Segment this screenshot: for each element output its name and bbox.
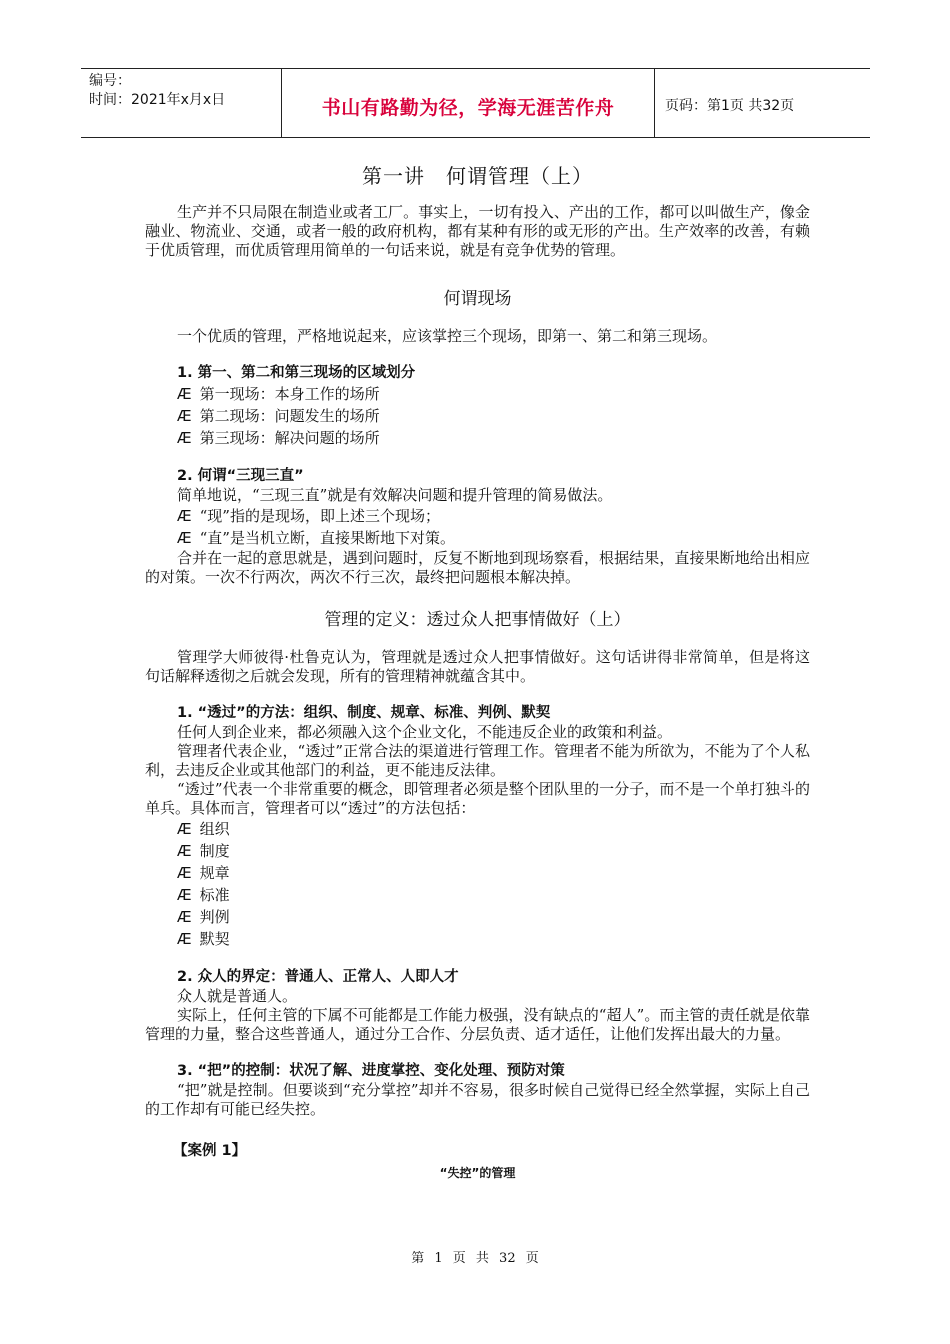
section1-h2-intro: 简单地说，“三现三直”就是有效解决问题和提升管理的简易做法。 [177,486,613,504]
section2-intro: 管理学大师彼得·杜鲁克认为，管理就是透过众人把事情做好。这句话讲得非常简单，但是将这句话解释透彻之后就会发现，所有的管理精神就蕴含其中。 [145,648,810,685]
header-page-info: 页码：第1页 共32页 [665,98,795,114]
bullet-icon: Æ [177,842,192,860]
list-item: Æ “直”是当机立断，直接果断地下对策。 [177,529,455,547]
list-item: Æ 第二现场：问题发生的场所 [177,407,380,425]
bullet-icon: Æ [177,385,192,403]
bullet-icon: Æ [177,908,192,926]
bullet-icon: Æ [177,930,192,948]
number-label: 编号： [89,73,131,89]
list-item: Æ 标准 [177,886,230,904]
section2-heading-3: 3. “把”的控制：状况了解、进度掌控、变化处理、预防对策 [177,1063,565,1079]
section2-p3: “透过”代表一个非常重要的概念，即管理者必须是整个团队里的一分子，而不是一个单打独斗的单兵。具体而言，管理者可以“透过”的方法包括： [145,780,810,817]
section2-h2-p2: 实际上，任何主管的下属不可能都是工作能力极强，没有缺点的“超人”。而主管的责任就是依靠管理的力量，整合这些普通人，通过分工合作、分层负责、适才适任，让他们发挥出最大的力量。 [145,1006,810,1043]
bullet-icon: Æ [177,429,192,447]
section1-list-2 [145,505,810,549]
section2-heading-2: 2. 众人的界定：普通人、正常人、人即人才 [177,969,459,985]
section2-p1: 任何人到企业来，都必须融入这个企业文化，不能违反企业的政策和利益。 [177,723,673,741]
section-title-definition: 管理的定义：透过众人把事情做好（上） [324,610,631,630]
list-item: Æ 第三现场：解决问题的场所 [177,429,380,447]
section2-heading-1: 1. “透过”的方法：组织、制度、规章、标准、判例、默契 [177,705,551,721]
section1-h2-paragraph: 合并在一起的意思就是，遇到问题时，反复不断地到现场察看，根据结果，直接果断地给出相应的对策。一次不行两次，两次不行三次，最终把问题根本解决掉。 [145,549,810,586]
header-motto: 书山有路勤为径，学海无涯苦作舟 [281,69,655,137]
document-header [81,68,870,138]
header-meta [81,69,281,137]
bullet-icon: Æ [177,507,192,525]
list-item: Æ 默契 [177,930,230,948]
section2-h2-p1: 众人就是普通人。 [177,987,298,1005]
intro-paragraph: 生产并不只局限在制造业或者工厂。事实上，一切有投入、产出的工作，都可以叫做生产，像金融业、物流业、交通，或者一般的政府机构，都有某种有形的或无形的产出。生产效率的改善，有赖于优质管理，而优质管理用简单的一句话来说，就是有竞争优势的管理。 [145,203,810,259]
list-item: Æ 制度 [177,842,230,860]
bullet-icon: Æ [177,886,192,904]
section2-p2: 管理者代表企业，“透过”正常合法的渠道进行管理工作。管理者不能为所欲为，不能为了个人私利，去违反企业或其他部门的利益，更不能违反法律。 [145,742,810,779]
section1-heading-2: 2. 何谓“三现三直” [177,468,304,484]
list-item: Æ 第一现场：本身工作的场所 [177,385,380,403]
list-item: Æ 判例 [177,908,230,926]
section2-method-list [145,818,810,950]
section1-list-1 [145,383,810,449]
list-item: Æ 规章 [177,864,230,882]
list-item: Æ “现”指的是现场，即上述三个现场； [177,507,440,525]
section1-heading-1: 1. 第一、第二和第三现场的区域划分 [177,365,416,381]
document-body [145,150,810,1181]
section-title-xianchang: 何谓现场 [443,289,512,309]
lecture-title: 第一讲 何谓管理（上） [362,164,593,188]
list-item: Æ 组织 [177,820,230,838]
bullet-icon: Æ [177,529,192,547]
bullet-icon: Æ [177,864,192,882]
bullet-icon: Æ [177,407,192,425]
page-footer: 第 1 页 共 32 页 [411,1251,539,1266]
case-title: “失控”的管理 [439,1166,516,1180]
time-label: 时间：2021年x月x日 [89,92,226,108]
section2-h3-p1: “把”就是控制。但要谈到“充分掌控”却并不容易，很多时候自己觉得已经全然掌握，实际上自己的工作却有可能已经失控。 [145,1081,810,1118]
case-label: 【案例 1】 [173,1143,247,1159]
bullet-icon: Æ [177,820,192,838]
section1-intro: 一个优质的管理，严格地说起来，应该掌控三个现场，即第一、第二和第三现场。 [177,327,718,345]
